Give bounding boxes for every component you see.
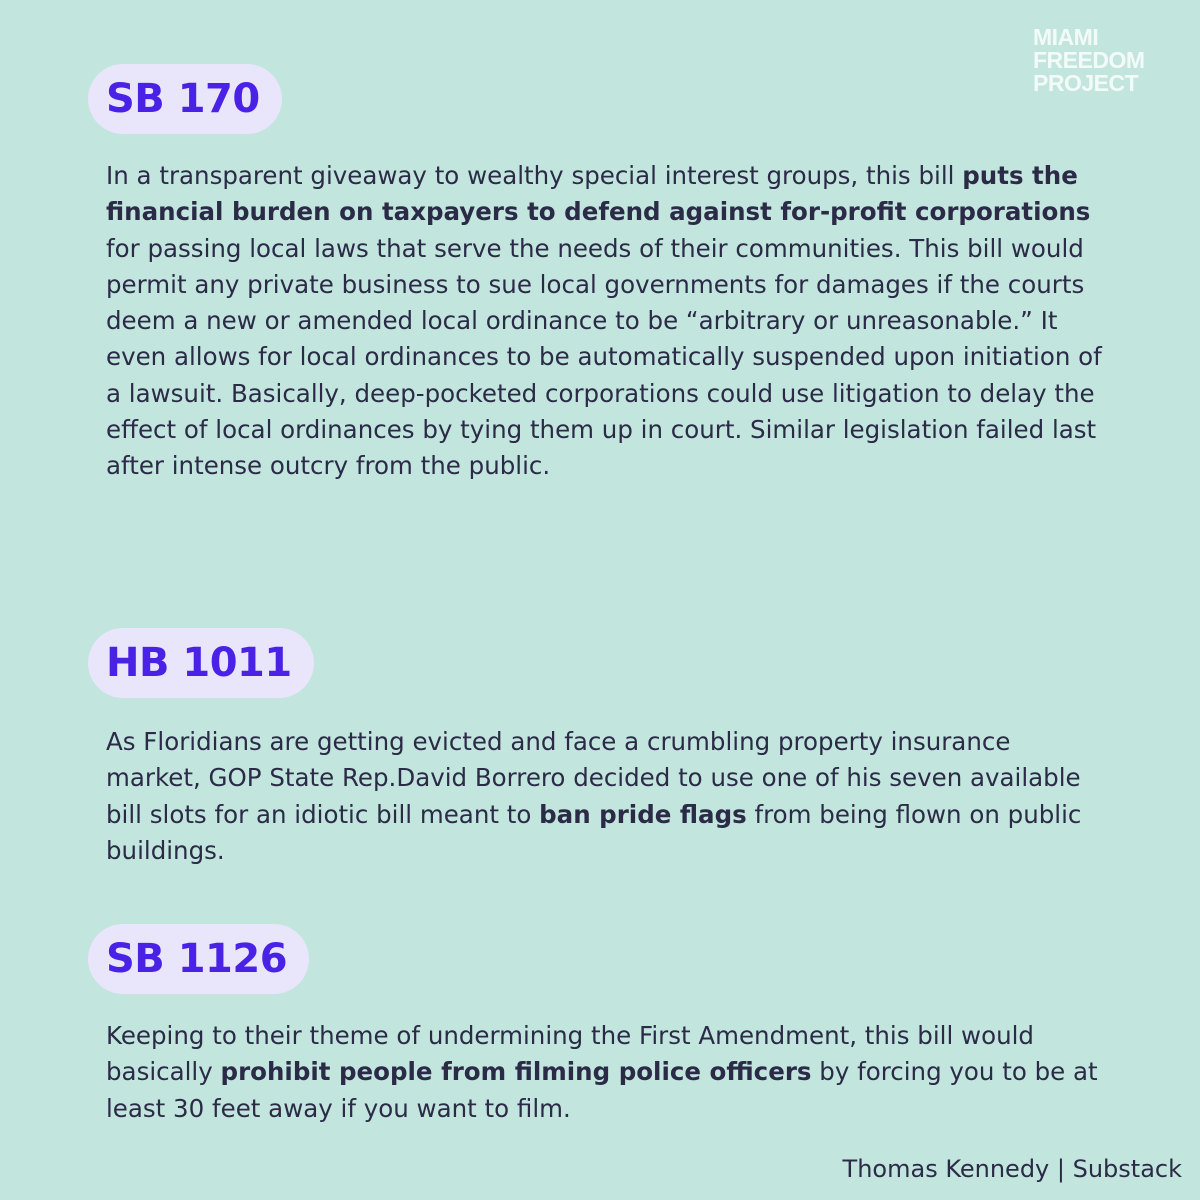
logo-line-2: FREEDOM [1033,47,1145,73]
logo-line-3: PROJECT [1033,70,1139,96]
bill-title-badge: SB 1126 [88,924,309,994]
body-text: from being flown on public buildings. [106,799,1082,865]
bill-title-badge: HB 1011 [88,628,314,698]
emphasis-text: puts the financial burden on taxpayers to defend against for-profit corporations [106,161,1091,227]
source-credit: Thomas Kennedy | Substack [842,1155,1182,1183]
body-text: In a transparent giveaway to wealthy special interest groups, this bill [106,161,963,190]
bill-section-hb1011 [88,628,314,698]
body-text: for passing local laws that serve the needs of their communities. This bill would permit any private business to sue local governments for damages if the courts deem a new or amended local ordinance to be “arbitrary or unreasonable.” It even allows for local ordinances to be automatically suspended upon initiation of a lawsuit. Basically, deep-pocketed corporations could use litigation to delay the effect of local ordinances by tying them up in court. Similar legislation failed last after intense outcry from the public. [106,233,1102,481]
body-text: As Floridians are getting evicted and face a crumbling property insurance market, GOP State Rep.David Borrero decided to use one of his seven available bill slots for an idiotic bill meant to [106,727,1081,829]
body-text: by forcing you to be at least 30 feet away if you want to film. [106,1057,1098,1123]
body-text: Keeping to their theme of undermining the First Amendment, this bill would basically [106,1021,1034,1087]
emphasis-text: ban pride flags [539,799,747,829]
bill-title-badge: SB 170 [88,64,282,134]
bill-section-sb1126 [88,924,309,994]
logo-line-1: MIAMI [1033,24,1099,50]
bill-description [106,724,1106,869]
bill-description [106,158,1106,485]
emphasis-text: prohibit people from filming police officers [220,1057,812,1087]
miami-freedom-project-logo [1033,26,1183,95]
bill-description [106,1018,1106,1127]
bill-section-sb170 [88,64,282,134]
